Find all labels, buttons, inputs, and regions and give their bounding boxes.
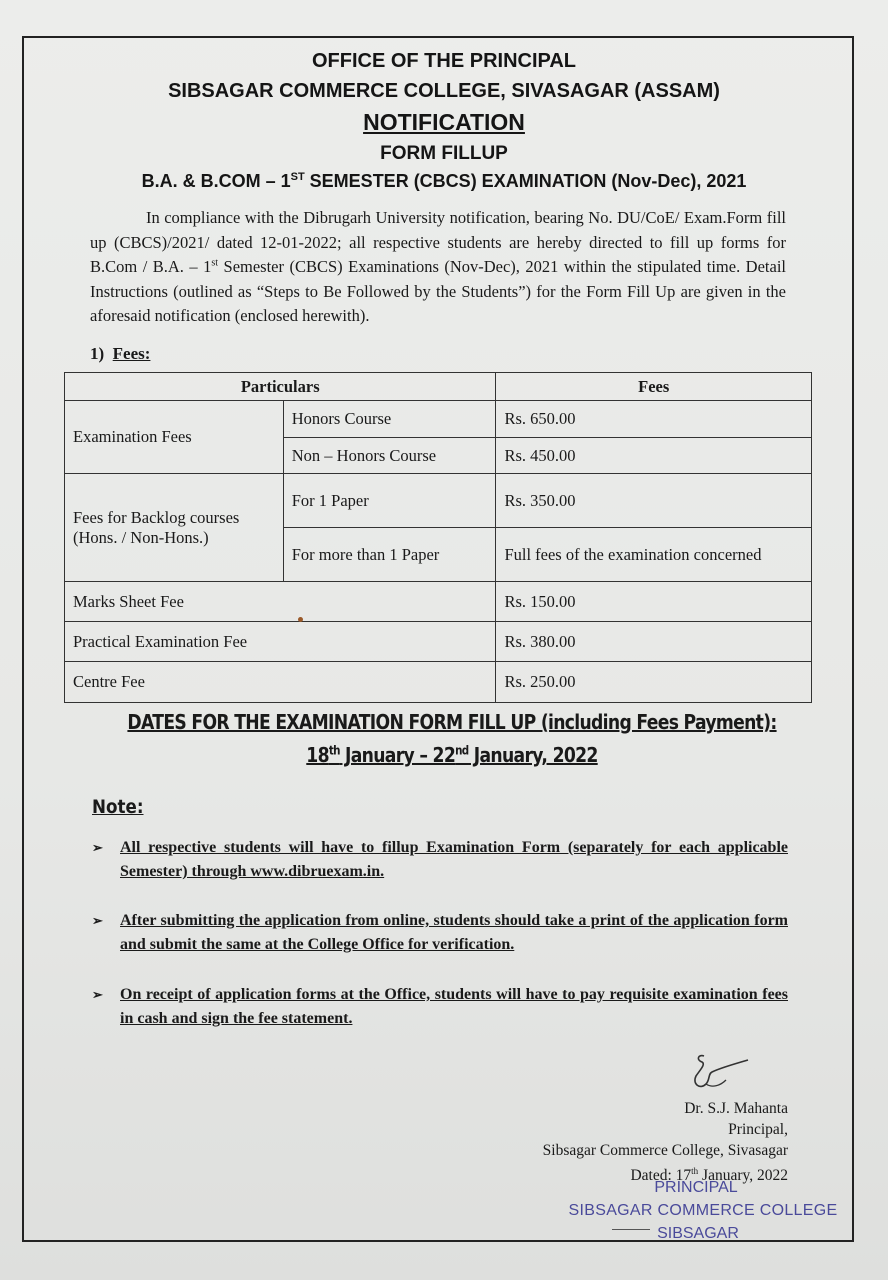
- official-stamp: [558, 1176, 848, 1245]
- dates-range: 18th January – 22nd January, 2022: [306, 743, 598, 767]
- stamp-dash: [612, 1229, 650, 1230]
- ink-speck: [298, 617, 303, 622]
- table-header-row: [65, 373, 812, 401]
- notification-heading: NOTIFICATION: [363, 109, 525, 135]
- note-text: All respective students will have to fillup Examination Form (separately for each applicable Semester) through www.dibruexam.in.: [120, 839, 788, 880]
- more-paper-label: For more than 1 Paper: [283, 528, 496, 582]
- non-honors-fee: Rs. 450.00: [496, 438, 812, 474]
- non-honors-label: Non – Honors Course: [283, 438, 496, 474]
- fees-table: [64, 372, 812, 703]
- fees-heading: 1) Fees:: [90, 344, 151, 363]
- col-fees: Fees: [496, 373, 812, 401]
- arrow-bullet-icon: ➢: [92, 987, 103, 1002]
- arrow-bullet-icon: ➢: [92, 913, 103, 928]
- backlog-label: Fees for Backlog courses (Hons. / Non-Hons.): [65, 474, 284, 582]
- exam-fees-label: Examination Fees: [65, 401, 284, 474]
- signatory-block: [543, 1098, 788, 1186]
- stamp-line: PRINCIPAL: [654, 1179, 738, 1196]
- practical-label: Practical Examination Fee: [65, 622, 496, 662]
- honors-fee: Rs. 650.00: [496, 401, 812, 438]
- centre-fee: Rs. 250.00: [496, 662, 812, 703]
- table-row: [65, 474, 812, 528]
- more-paper-fee: Full fees of the examination concerned: [496, 528, 812, 582]
- one-paper-fee: Rs. 350.00: [496, 474, 812, 528]
- subject-heading: FORM FILLUP: [380, 143, 508, 164]
- office-heading: OFFICE OF THE PRINCIPAL: [311, 50, 577, 72]
- table-row: [65, 582, 812, 622]
- practical-fee: Rs. 380.00: [496, 622, 812, 662]
- note-item: [92, 983, 788, 1031]
- one-paper-label: For 1 Paper: [283, 474, 496, 528]
- stamp-line: SIBSAGAR: [657, 1225, 739, 1242]
- exam-heading: B.A. & B.COM – 1ST SEMESTER (CBCS) EXAMINATION (Nov-Dec), 2021: [141, 171, 747, 191]
- note-item: [92, 909, 788, 957]
- note-title: Note:: [92, 796, 144, 818]
- note-text: After submitting the application from online, students should take a print of the application form and submit the same at the College Office for verification.: [120, 912, 788, 953]
- note-item: [92, 836, 788, 884]
- table-row: [65, 622, 812, 662]
- signatory-designation: Principal,: [728, 1121, 788, 1138]
- marks-sheet-fee: Rs. 150.00: [496, 582, 812, 622]
- signatory-name: Dr. S.J. Mahanta: [684, 1100, 788, 1117]
- arrow-bullet-icon: ➢: [92, 840, 103, 855]
- signatory-college: Sibsagar Commerce College, Sivasagar: [542, 1142, 788, 1159]
- dates-title: DATES FOR THE EXAMINATION FORM FILL UP (including Fees Payment):: [127, 710, 777, 734]
- honors-label: Honors Course: [283, 401, 496, 438]
- signatory-date: Dated: 17th January, 2022: [630, 1166, 788, 1185]
- table-row: [65, 401, 812, 438]
- handwritten-signature: [690, 1050, 750, 1096]
- note-text: On receipt of application forms at the Office, students will have to pay requisite examination fees in cash and sign the fee statement.: [120, 986, 788, 1027]
- intro-paragraph: In compliance with the Dibrugarh University notification, bearing No. DU/CoE/ Exam.Form fill up (CBCS)/2021/ dated 12-01-2022; all respective students are hereby directed to fill up forms for B.Com / B.A. – 1st Semester (CBCS) Examinations (Nov-Dec), 2021 within the stipulated time. Detail Instructions (outlined as “Steps to Be Followed by the Students”) for the Form Fill Up are given in the aforesaid notification (enclosed herewith).: [90, 208, 787, 325]
- stamp-line: SIBSAGAR COMMERCE COLLEGE: [568, 1202, 838, 1219]
- centre-label: Centre Fee: [65, 662, 496, 703]
- college-heading: SIBSAGAR COMMERCE COLLEGE, SIVASAGAR (ASSAM): [168, 80, 720, 102]
- col-particulars: Particulars: [65, 373, 496, 401]
- table-row: [65, 662, 812, 703]
- marks-sheet-label: Marks Sheet Fee: [65, 582, 496, 622]
